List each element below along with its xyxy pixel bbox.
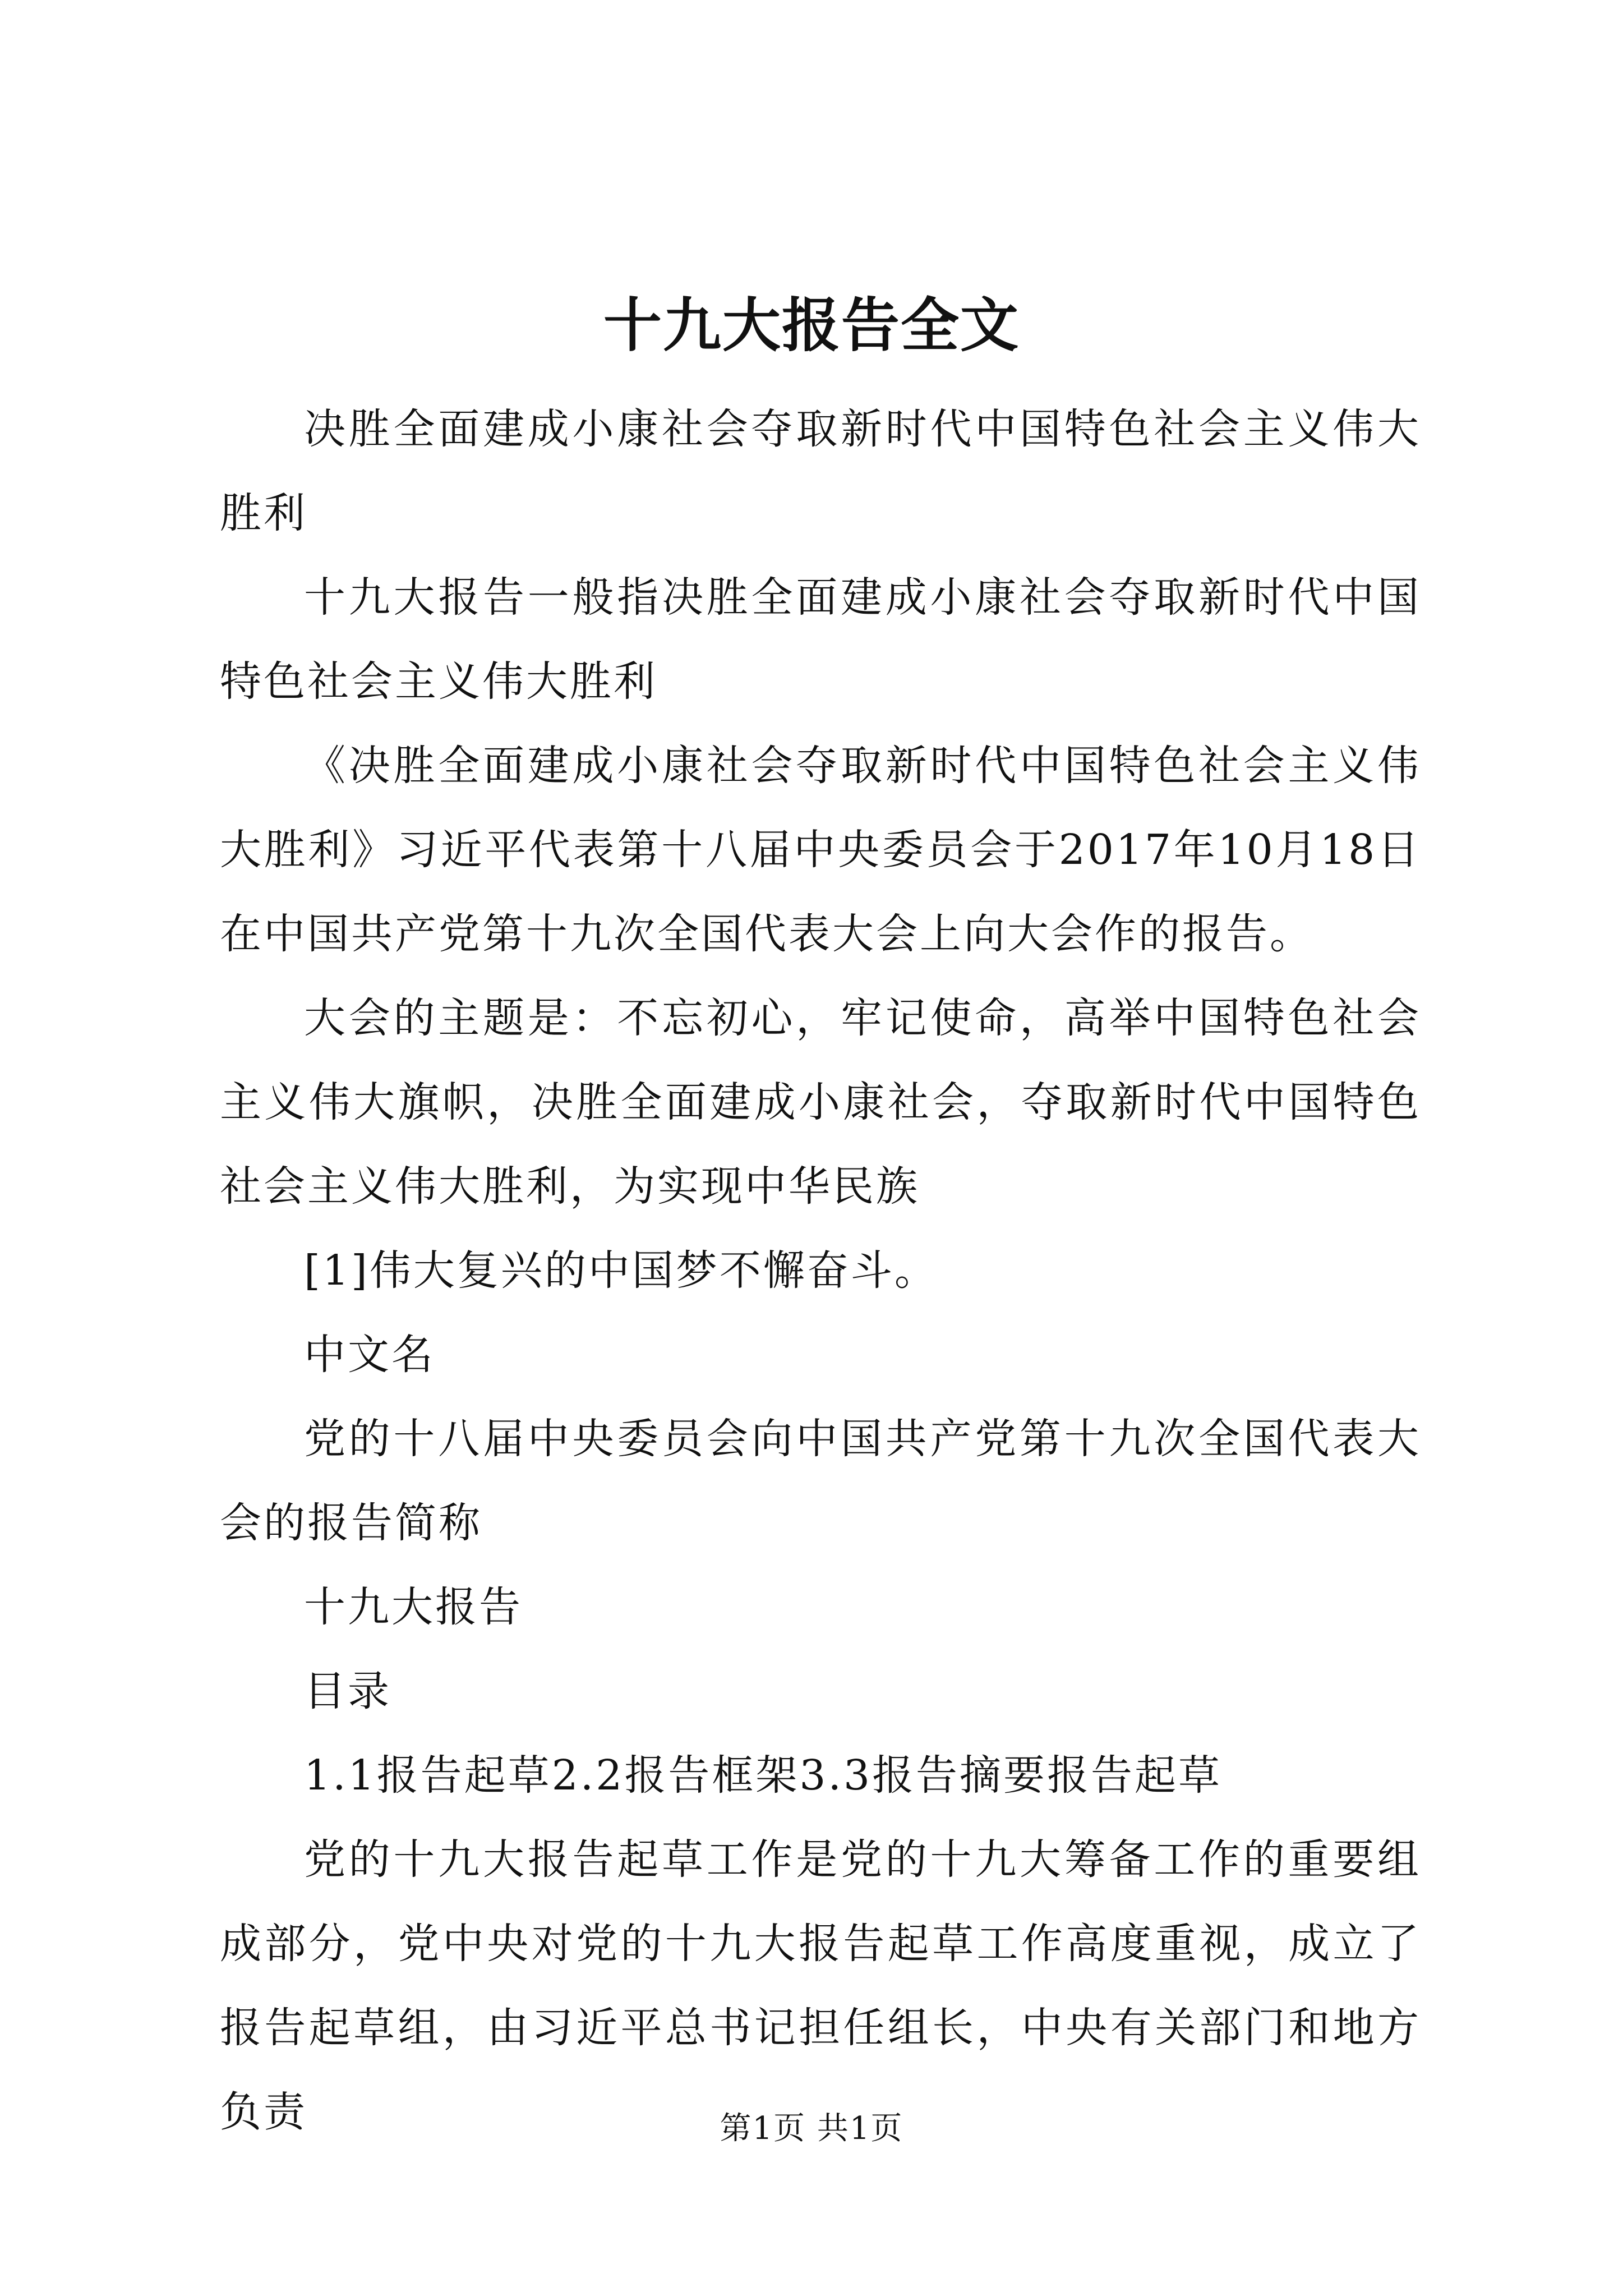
paragraph-10: 1.1报告起草2.2报告框架3.3报告摘要报告起草 — [304, 1751, 1223, 1800]
document-body — [220, 387, 1421, 2154]
page-footer: 第1页 共1页 — [720, 2110, 903, 2147]
paragraph-8: 十九大报告 — [304, 1583, 523, 1631]
paragraph-3: 《决胜全面建成小康社会夺取新时代中国特色社会主义伟大胜利》习近平代表第十八届中央委员会于2017年10月18日在中国共产党第十九次全国代表大会上向大会作的报告。 — [220, 742, 1421, 958]
paragraph-9: 目录 — [304, 1667, 391, 1715]
paragraph-2: 十九大报告一般指决胜全面建成小康社会夺取新时代中国特色社会主义伟大胜利 — [220, 573, 1421, 706]
paragraph-5: [1]伟大复兴的中国梦不懈奋斗。 — [304, 1246, 938, 1295]
paragraph-11: 党的十九大报告起草工作是党的十九大筹备工作的重要组成部分，党中央对党的十九大报告起草工作高度重视，成立了报告起草组，由习近平总书记担任组长，中央有关部门和地方负责 — [220, 1835, 1421, 2136]
paragraph-1: 决胜全面建成小康社会夺取新时代中国特色社会主义伟大胜利 — [220, 405, 1421, 537]
paragraph-7: 党的十八届中央委员会向中国共产党第十九次全国代表大会的报告简称 — [220, 1415, 1421, 1547]
paragraph-6: 中文名 — [304, 1331, 435, 1379]
document-title: 十九大报告全文 — [603, 291, 1020, 360]
paragraph-4: 大会的主题是：不忘初心，牢记使命，高举中国特色社会主义伟大旗帜，决胜全面建成小康社会，夺取新时代中国特色社会主义伟大胜利，为实现中华民族 — [220, 994, 1421, 1211]
